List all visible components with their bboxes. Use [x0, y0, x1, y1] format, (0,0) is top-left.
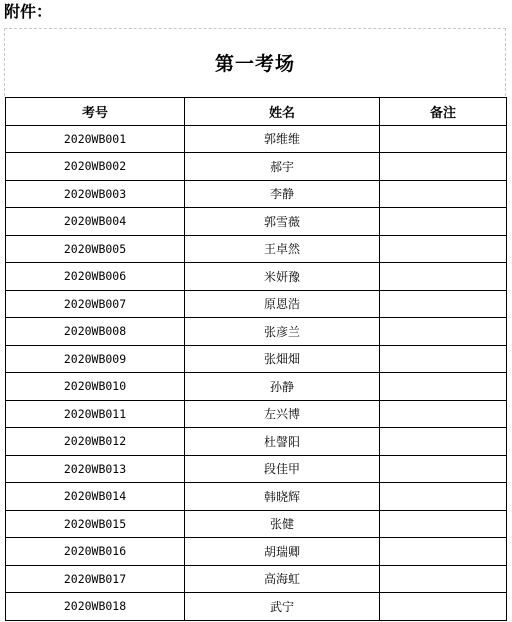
student-name-cell: 孙静: [185, 373, 380, 401]
remarks-cell: [380, 235, 507, 263]
table-row: [6, 153, 507, 181]
title-box: [4, 28, 506, 96]
student-name-cell: 郝宇: [185, 153, 380, 181]
exam-roster-table: [5, 97, 507, 621]
remarks-cell: [380, 510, 507, 538]
student-name-cell: 张畑畑: [185, 345, 380, 373]
page-title: 第一考场: [214, 53, 295, 75]
remarks-cell: [380, 483, 507, 511]
table-row: [6, 318, 507, 346]
column-header-exam-id: 考号: [6, 98, 185, 126]
table-row: [6, 483, 507, 511]
table-row: [6, 235, 507, 263]
student-name-cell: 郭雪薇: [185, 208, 380, 236]
exam-id-cell: 2020WB010: [6, 373, 185, 401]
exam-id-cell: 2020WB014: [6, 483, 185, 511]
remarks-cell: [380, 153, 507, 181]
student-name-cell: 段佳甲: [185, 455, 380, 483]
column-header-name: 姓名: [185, 98, 380, 126]
student-name-cell: 米妍豫: [185, 263, 380, 291]
exam-id-cell: 2020WB001: [6, 125, 185, 153]
remarks-cell: [380, 400, 507, 428]
remarks-cell: [380, 428, 507, 456]
table-row: [6, 263, 507, 291]
table-row: [6, 428, 507, 456]
remarks-cell: [380, 565, 507, 593]
table-row: [6, 125, 507, 153]
student-name-cell: 郭维维: [185, 125, 380, 153]
table-body: [6, 125, 507, 620]
student-name-cell: 武宁: [185, 593, 380, 621]
exam-id-cell: 2020WB011: [6, 400, 185, 428]
exam-id-cell: 2020WB016: [6, 538, 185, 566]
student-name-cell: 杜謦阳: [185, 428, 380, 456]
student-name-cell: 左兴博: [185, 400, 380, 428]
exam-id-cell: 2020WB004: [6, 208, 185, 236]
table-row: [6, 400, 507, 428]
column-header-remarks: 备注: [380, 98, 507, 126]
remarks-cell: [380, 180, 507, 208]
student-name-cell: 胡瑞卿: [185, 538, 380, 566]
table-row: [6, 455, 507, 483]
exam-id-cell: 2020WB005: [6, 235, 185, 263]
exam-id-cell: 2020WB007: [6, 290, 185, 318]
student-name-cell: 王卓然: [185, 235, 380, 263]
exam-id-cell: 2020WB006: [6, 263, 185, 291]
remarks-cell: [380, 208, 507, 236]
exam-id-cell: 2020WB002: [6, 153, 185, 181]
exam-id-cell: 2020WB013: [6, 455, 185, 483]
table-row: [6, 345, 507, 373]
remarks-cell: [380, 455, 507, 483]
student-name-cell: 韩晓辉: [185, 483, 380, 511]
table-row: [6, 290, 507, 318]
table-row: [6, 180, 507, 208]
table-row: [6, 373, 507, 401]
exam-id-cell: 2020WB003: [6, 180, 185, 208]
student-name-cell: 张健: [185, 510, 380, 538]
table-header-row: [6, 98, 507, 126]
remarks-cell: [380, 125, 507, 153]
table-row: [6, 565, 507, 593]
table-row: [6, 538, 507, 566]
student-name-cell: 张彦兰: [185, 318, 380, 346]
remarks-cell: [380, 593, 507, 621]
remarks-cell: [380, 290, 507, 318]
remarks-cell: [380, 263, 507, 291]
remarks-cell: [380, 538, 507, 566]
remarks-cell: [380, 373, 507, 401]
attachment-label: 附件：: [4, 2, 53, 21]
exam-id-cell: 2020WB012: [6, 428, 185, 456]
table-row: [6, 510, 507, 538]
student-name-cell: 李静: [185, 180, 380, 208]
student-name-cell: 原恩浩: [185, 290, 380, 318]
table-row: [6, 208, 507, 236]
exam-id-cell: 2020WB018: [6, 593, 185, 621]
exam-id-cell: 2020WB009: [6, 345, 185, 373]
exam-id-cell: 2020WB015: [6, 510, 185, 538]
remarks-cell: [380, 318, 507, 346]
student-name-cell: 高海虹: [185, 565, 380, 593]
remarks-cell: [380, 345, 507, 373]
table-row: [6, 593, 507, 621]
exam-id-cell: 2020WB017: [6, 565, 185, 593]
exam-id-cell: 2020WB008: [6, 318, 185, 346]
